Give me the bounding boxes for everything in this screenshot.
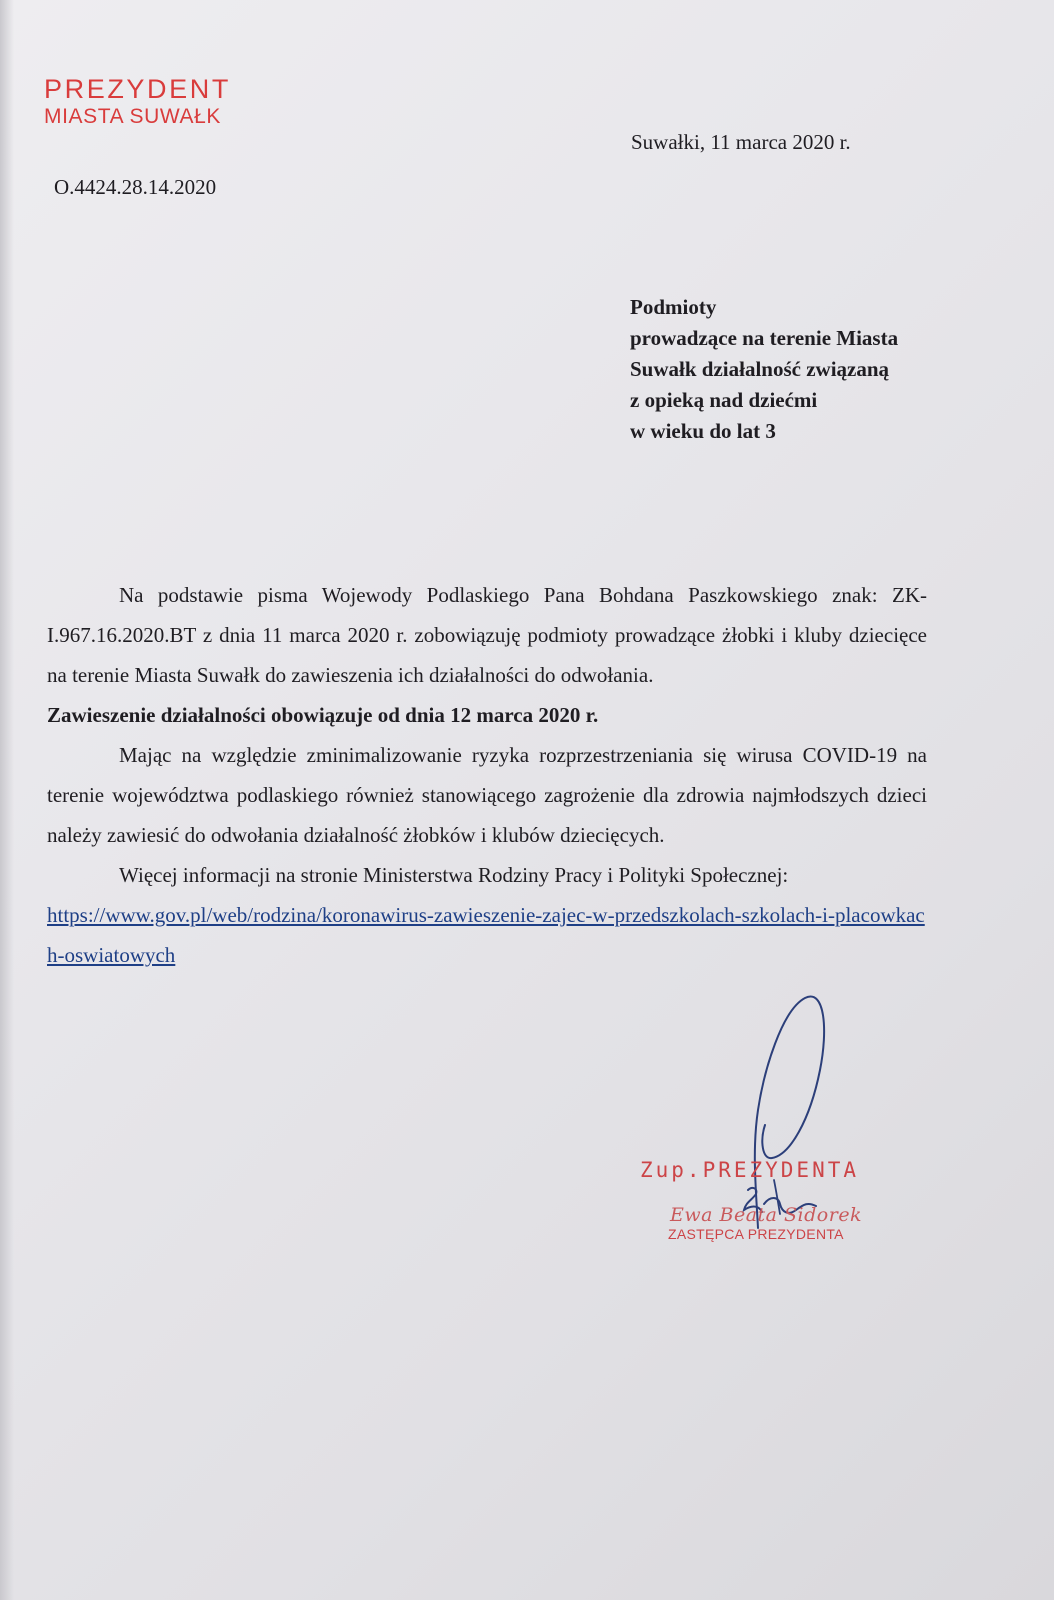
stamp-role: ZASTĘPCA PREZYDENTA: [668, 1226, 844, 1242]
page-shadow-edge: [0, 0, 14, 1600]
letterhead-subtitle: MIASTA SUWAŁK: [44, 105, 221, 128]
body-paragraph-2: Mając na względzie zminimalizowanie ryzyka rozprzestrzeniania się wirusa COVID-19 na terenie województwa podlaskiego również stanowiącego zagrożenie dla zdrowia najmłodszych dzieci należy zawiesić do odwołania działalność żłobków i klubów dziecięcych.: [47, 743, 927, 847]
body-paragraph-3: Więcej informacji na stronie Ministerstwa Rodziny Pracy i Polityki Społecznej:: [119, 863, 789, 887]
stamp-title: Zup.PREZYDENTA: [640, 1158, 860, 1182]
body-paragraph-1: Na podstawie pisma Wojewody Podlaskiego Pana Bohdana Paszkowskiego znak: ZK-I.967.16.2020.BT z dnia 11 marca 2020 r. zobowiązuję podmioty prowadzące żłobki i kluby dziecięce na terenie Miasta Suwałk do zawieszenia ich działalności do odwołania.: [47, 583, 927, 687]
stamp-name: Ewa Beata Sidorek: [670, 1204, 863, 1226]
addressee-line: z opieką nad dziećmi: [630, 388, 818, 412]
reference-number: O.4424.28.14.2020: [54, 175, 217, 199]
signature-stamp-block: [640, 990, 940, 1260]
addressee-line: w wieku do lat 3: [630, 419, 776, 443]
addressee-line: prowadzące na terenie Miasta: [630, 326, 899, 350]
addressee-line: Podmioty: [630, 295, 717, 319]
addressee-block: [630, 292, 898, 447]
ministry-link[interactable]: https://www.gov.pl/web/rodzina/koronawirus-zawieszenie-zajec-w-przedszkolach-szkolach-i-placowkach-oswiatowych: [47, 903, 925, 967]
letterhead: [44, 74, 231, 130]
addressee-line: Suwałk działalność związaną: [630, 357, 890, 381]
body-paragraph-1-bold: Zawieszenie działalności obowiązuje od dnia 12 marca 2020 r.: [47, 703, 599, 727]
letterhead-title: PREZYDENT: [44, 74, 231, 104]
place-date: Suwałki, 11 marca 2020 r.: [631, 130, 851, 154]
letter-body: [47, 575, 927, 975]
